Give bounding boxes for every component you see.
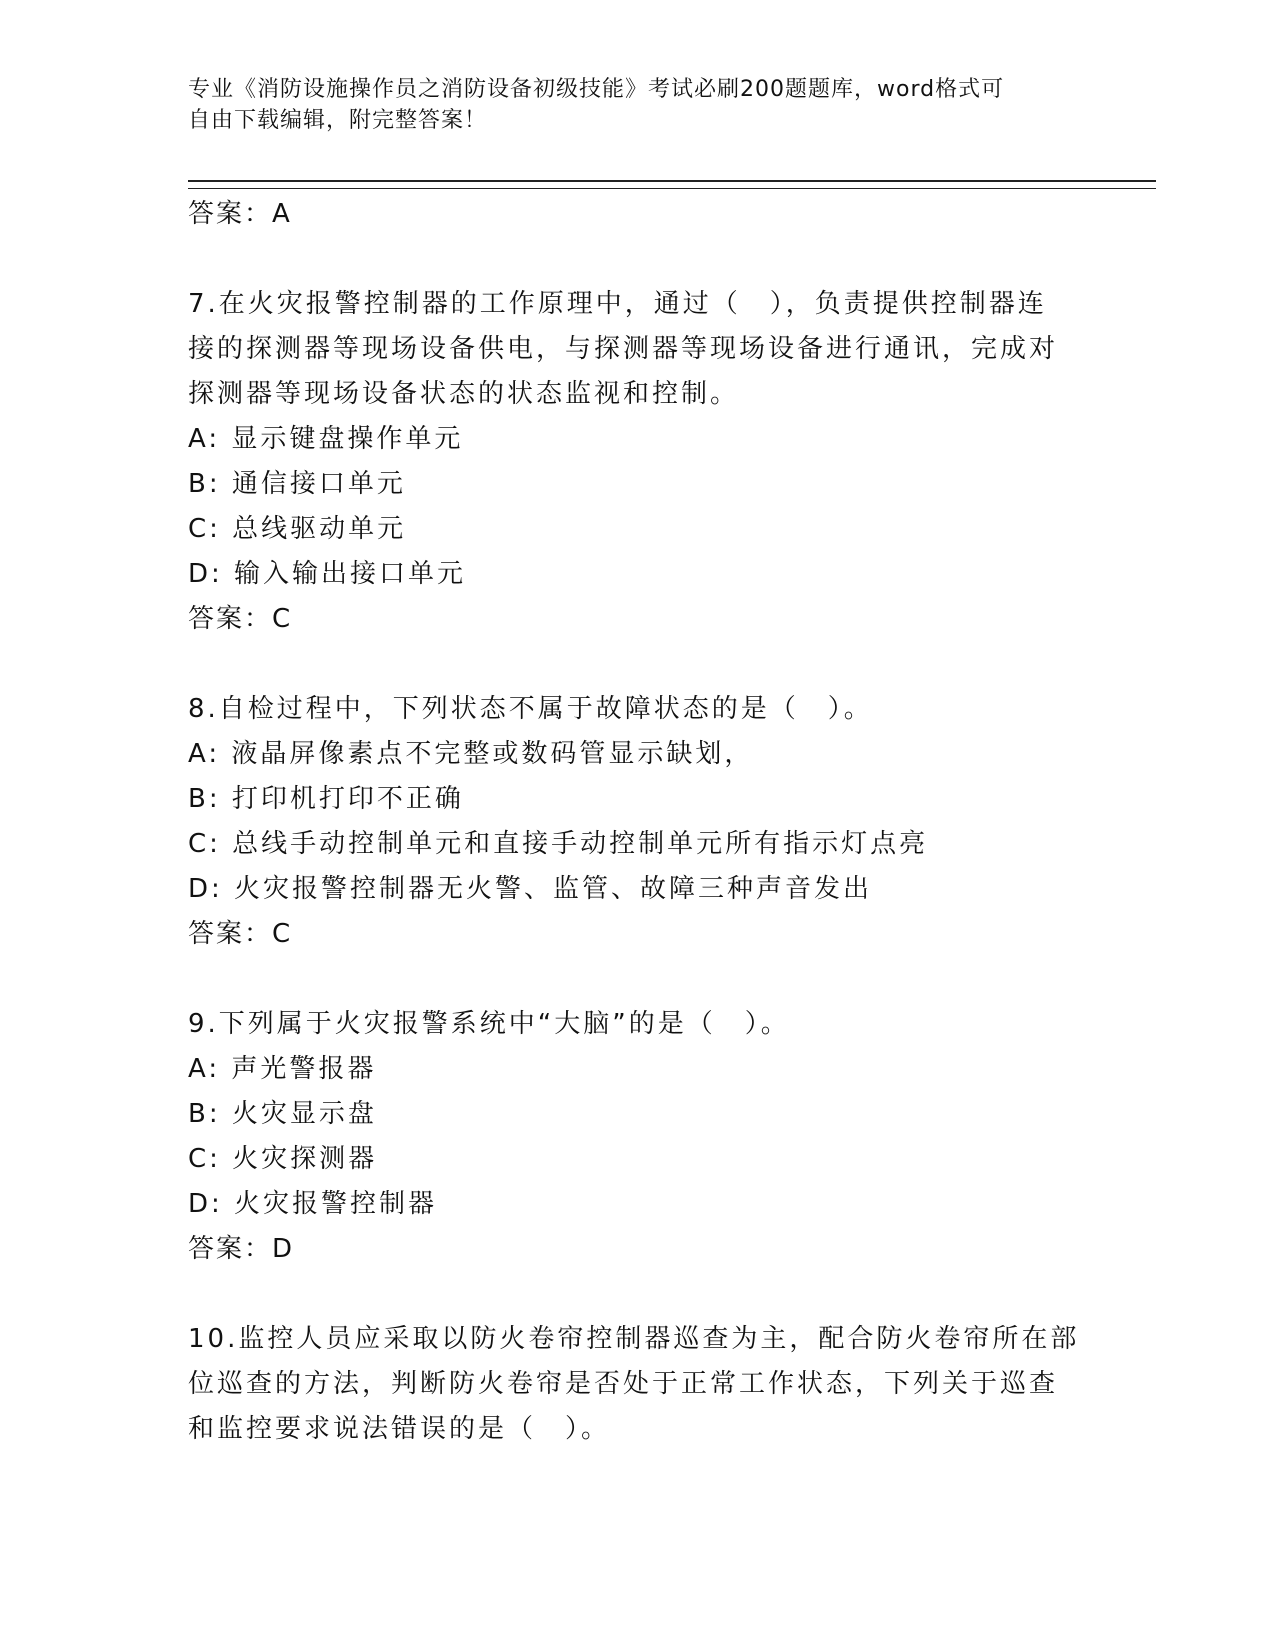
- answer-line: 答案：A: [188, 199, 292, 229]
- question-stem: 7.在火灾报警控制器的工作原理中，通过（ ），负责提供控制器连: [188, 289, 1047, 319]
- question-8: [188, 687, 1088, 957]
- header-line-2: 自由下载编辑，附完整答案！: [188, 108, 488, 133]
- option-c: C: 总线驱动单元: [188, 514, 407, 544]
- question-10: [188, 1317, 1088, 1452]
- header-line-1: 专业《消防设施操作员之消防设备初级技能》考试必刷200题题库，word格式可: [188, 77, 1005, 102]
- document-header: [188, 74, 1068, 136]
- option-a: A: 声光警报器: [188, 1054, 377, 1084]
- option-d: D: 火灾报警控制器: [188, 1189, 438, 1219]
- answer-line: 答案：D: [188, 1234, 295, 1264]
- answer-line: 答案：C: [188, 604, 293, 634]
- question-stem: 10.监控人员应采取以防火卷帘控制器巡查为主，配合防火卷帘所在部: [188, 1324, 1080, 1354]
- question-stem: 接的探测器等现场设备供电，与探测器等现场设备进行通讯，完成对: [188, 334, 1059, 364]
- option-b: B: 通信接口单元: [188, 469, 406, 499]
- header-divider: [188, 180, 1156, 189]
- option-a: A: 液晶屏像素点不完整或数码管显示缺划，: [188, 739, 754, 769]
- question-stem: 和监控要求说法错误的是（ ）。: [188, 1414, 611, 1444]
- question-stem: 8.自检过程中，下列状态不属于故障状态的是（ ）。: [188, 694, 873, 724]
- question-stem: 位巡查的方法，判断防火卷帘是否处于正常工作状态，下列关于巡查: [188, 1369, 1059, 1399]
- option-a: A: 显示键盘操作单元: [188, 424, 464, 454]
- option-d: D: 输入输出接口单元: [188, 559, 467, 589]
- question-7: [188, 282, 1088, 642]
- question-stem: 9.下列属于火灾报警系统中“大脑”的是（ ）。: [188, 1009, 790, 1039]
- option-c: C: 火灾探测器: [188, 1144, 378, 1174]
- question-list: [188, 192, 1088, 1452]
- option-b: B: 火灾显示盘: [188, 1099, 377, 1129]
- option-c: C: 总线手动控制单元和直接手动控制单元所有指示灯点亮: [188, 829, 929, 859]
- question-9: [188, 1002, 1088, 1272]
- option-b: B: 打印机打印不正确: [188, 784, 464, 814]
- answer-line: 答案：C: [188, 919, 293, 949]
- question-stem: 探测器等现场设备状态的状态监视和控制。: [188, 379, 740, 409]
- option-d: D: 火灾报警控制器无火警、监管、故障三种声音发出: [188, 874, 873, 904]
